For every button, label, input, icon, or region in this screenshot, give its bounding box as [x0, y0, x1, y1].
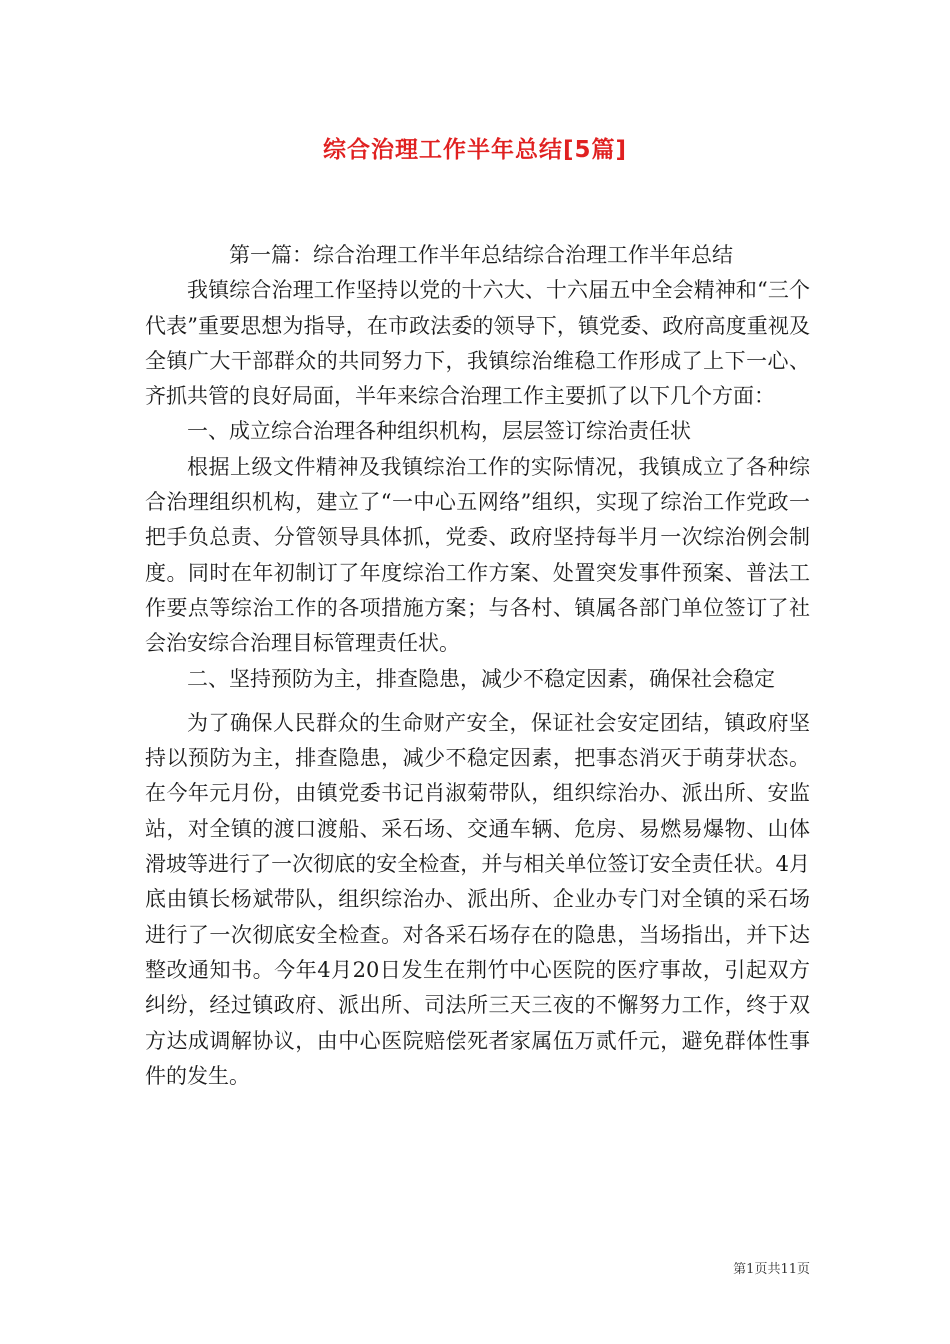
paragraph: 一、成立综合治理各种组织机构，层层签订综治责任状 [187, 419, 691, 444]
section-heading: 第一篇：综合治理工作半年总结综合治理工作半年总结 [229, 243, 733, 267]
document-body [145, 238, 810, 1094]
paragraph: 我镇综合治理工作坚持以党的十六大、十六届五中全会精神和“三个代表”重要思想为指导，在市政法委的领导下，镇党委、政府高度重视及全镇广大干部群众的共同努力下，我镇综治维稳工作形成了上下一心、齐抓共管的良好局面，半年来综合治理工作主要抓了以下几个方面： [145, 278, 810, 409]
document-title: 综合治理工作半年总结[5篇] [322, 137, 628, 163]
paragraph: 二、坚持预防为主，排查隐患，减少不稳定因素，确保社会稳定 [187, 666, 775, 691]
page-number: 第1页共11页 [733, 1262, 810, 1277]
paragraph: 根据上级文件精神及我镇综治工作的实际情况，我镇成立了各种综合治理组织机构，建立了“一中心五网络”组织，实现了综治工作党政一把手负总责、分管领导具体抓，党委、政府坚持每半月一次综治例会制度。同时在年初制订了年度综治工作方案、处置突发事件预案、普法工作要点等综治工作的各项措施方案；与各村、镇属各部门单位签订了社会治安综合治理目标管理责任状。 [145, 454, 810, 656]
paragraph: 为了确保人民群众的生命财产安全，保证社会安定团结，镇政府坚持以预防为主，排查隐患，减少不稳定因素，把事态消灭于萌芽状态。在今年元月份，由镇党委书记肖淑菊带队，组织综治办、派出所、安监站，对全镇的渡口渡船、采石场、交通车辆、危房、易燃易爆物、山体滑坡等进行了一次彻底的安全检查，并与相关单位签订安全责任状。4月底由镇长杨斌带队，组织综治办、派出所、企业办专门对全镇的采石场进行了一次彻底安全检查。对各采石场存在的隐患，当场指出，并下达整改通知书。今年4月20日发生在荆竹中心医院的医疗事故，引起双方纠纷，经过镇政府、派出所、司法所三天三夜的不懈努力工作，终于双方达成调解协议，由中心医院赔偿死者家属伍万贰仟元，避免群体性事件的发生。 [145, 710, 810, 1088]
